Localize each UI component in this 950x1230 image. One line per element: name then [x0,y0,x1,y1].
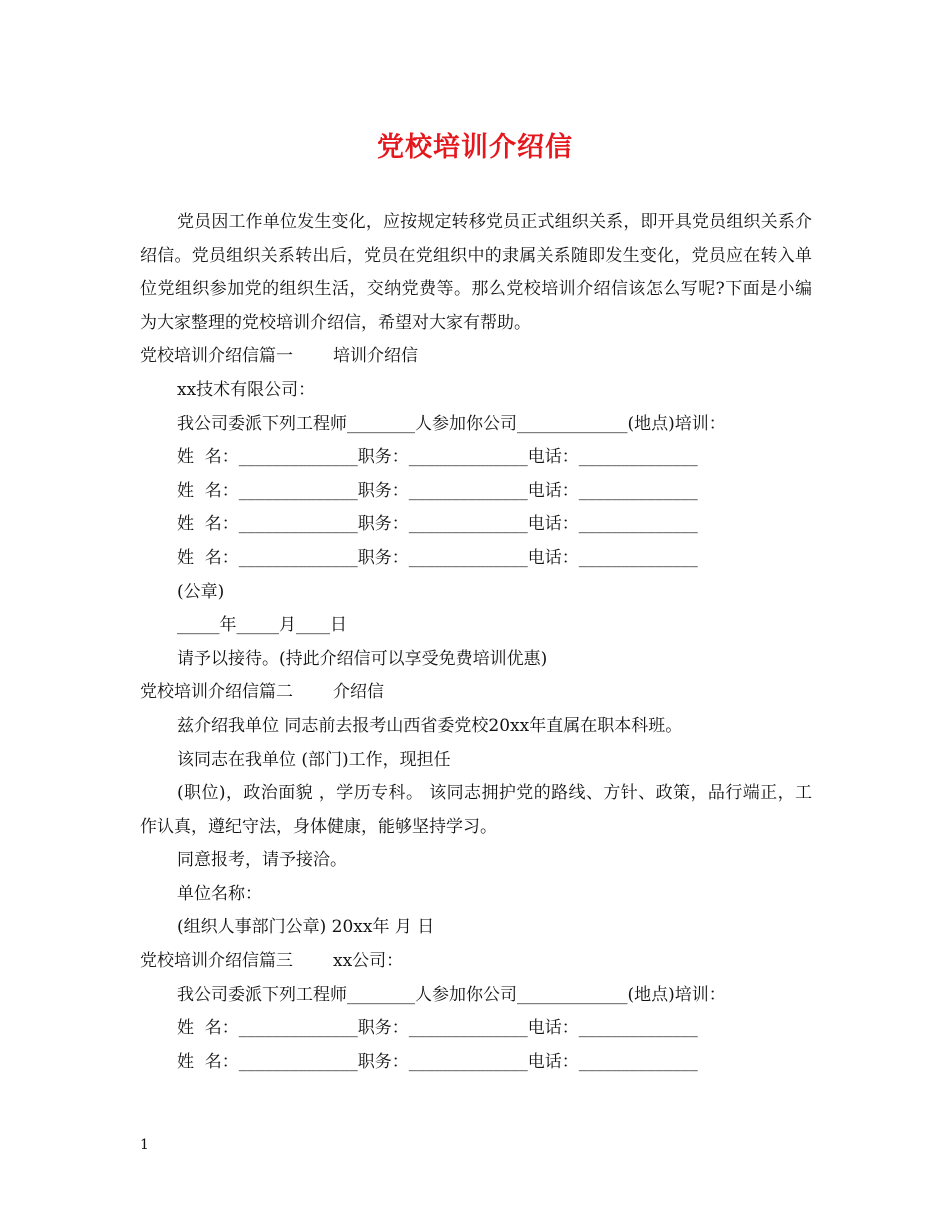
section1-date: _____年_____月____日 [177,615,347,636]
section1-recipient: xx技术有限公司： [177,379,316,400]
document-body [140,206,812,1079]
section3-request: 我公司委派下列工程师________人参加你公司_____________(地点)培训： [177,984,726,1005]
section1-subheading: 培训介绍信 [333,346,418,367]
intro-paragraph: 党员因工作单位发生变化，应按规定转移党员正式组织关系，即开具党员组织关系介绍信。党员组织关系转出后，党员在党组织中的隶属关系随即发生变化，党员应在转入单位党组织参加党的组织生活，交纳党费等。那么党校培训介绍信该怎么写呢?下面是小编为大家整理的党校培训介绍信，希望对大家有帮助。 [140,212,812,333]
section2-line4: 单位名称： [177,883,262,904]
section2-line5: (组织人事部门公章) 20xx年 月 日 [177,917,435,938]
section3-subheading: xx公司： [333,951,404,972]
section3-heading-line [140,945,812,979]
section1-seal: (公章) [177,581,225,602]
section2-paragraph: (职位)，政治面貌 ，学历专科。 该同志拥护党的路线、方针、政策，品行端正，工作认真，遵纪守法，身体健康，能够坚持学习。 [140,783,812,837]
section2-line1: 兹介绍我单位 同志前去报考山西省委党校20xx年直属在职本科班。 [177,715,683,736]
section1-heading: 党校培训介绍信篇一 [140,346,293,367]
section1-form-row: 姓 名：______________职务：______________电话：______________ [177,514,698,535]
section2-heading-line [140,676,812,710]
section1-form-row: 姓 名：______________职务：______________电话：______________ [177,480,698,501]
section3-form-row: 姓 名：______________职务：______________电话：______________ [177,1018,698,1039]
section1-form-row: 姓 名：______________职务：______________电话：______________ [177,547,698,568]
section1-heading-line [140,340,812,374]
document-title: 党校培训介绍信 [377,132,573,163]
section2-line3: 同意报考，请予接洽。 [177,850,347,871]
section3-heading: 党校培训介绍信篇三 [140,951,293,972]
page-number: 1 [140,1137,149,1153]
section3-form-row: 姓 名：______________职务：______________电话：______________ [177,1051,698,1072]
section1-closing: 请予以接待。(持此介绍信可以享受免费培训优惠) [177,648,548,669]
section1-request: 我公司委派下列工程师________人参加你公司_____________(地点)培训： [177,413,726,434]
section2-line2: 该同志在我单位 (部门)工作，现担任 [177,749,451,770]
section1-form-row: 姓 名：______________职务：______________电话：______________ [177,447,698,468]
section2-subheading: 介绍信 [333,682,384,703]
section2-heading: 党校培训介绍信篇二 [140,682,293,703]
